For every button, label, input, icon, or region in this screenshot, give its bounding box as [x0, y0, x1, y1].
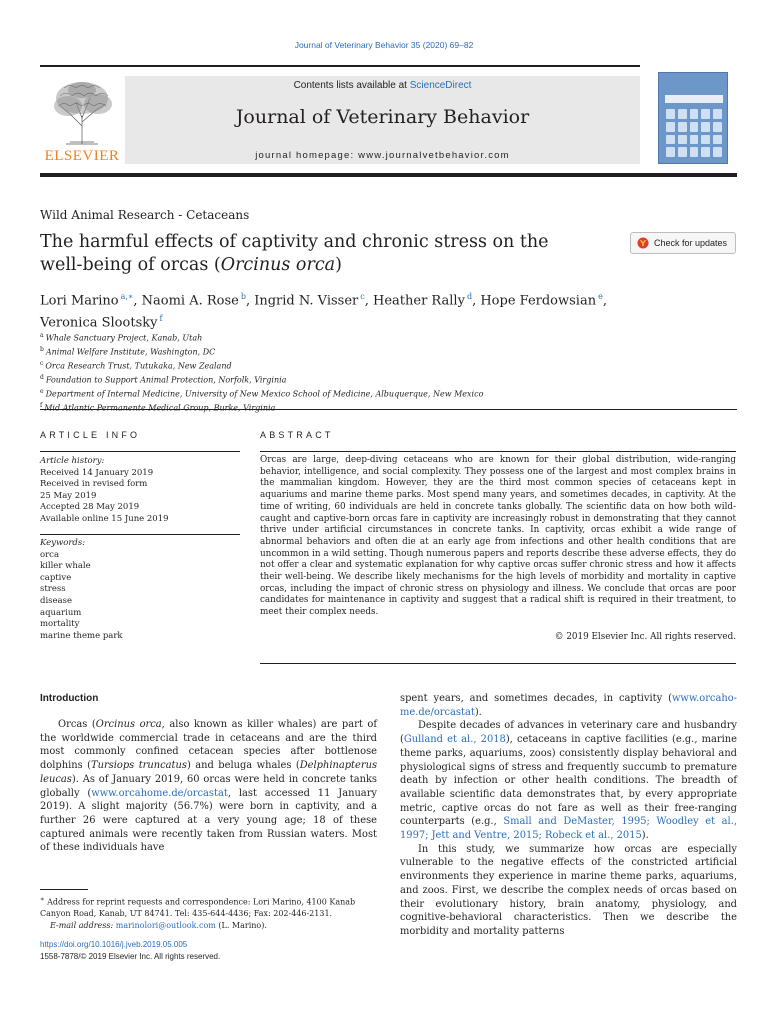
author-affiliation-marker[interactable]: d: [466, 292, 473, 301]
body-right-column: [400, 692, 737, 939]
issn-copyright: 1558-7878/© 2019 Elsevier Inc. All rights reserved.: [40, 952, 221, 961]
keyword-item: orca: [40, 549, 60, 560]
contents-prefix: Contents lists available at: [293, 80, 410, 91]
check-for-updates-label: Check for updates: [654, 238, 728, 248]
footnote-rule: [40, 889, 88, 890]
footnote-email: E-mail address: marinolori@outlook.com (L. Marino).: [50, 920, 267, 930]
abstract-copyright: © 2019 Elsevier Inc. All rights reserved.: [554, 632, 736, 642]
keyword-item: captive: [40, 572, 72, 583]
correspondence-footnote: [40, 894, 377, 931]
check-for-updates-button[interactable]: [630, 232, 736, 254]
journal-name: Journal of Veterinary Behavior: [235, 106, 530, 128]
history-entry: 25 May 2019: [40, 490, 97, 501]
history-entry: Received 14 January 2019: [40, 467, 154, 478]
title-line-2-post: ): [335, 255, 342, 275]
top-rule: [40, 65, 640, 67]
title-species-italic: Orcinus orca: [220, 255, 336, 275]
title-line-2-pre: well-being of orcas (: [40, 255, 221, 275]
author-affiliation-marker[interactable]: a,∗: [120, 292, 134, 301]
email-link[interactable]: marinolori@outlook.com: [115, 920, 216, 930]
sciencedirect-link[interactable]: ScienceDirect: [409, 80, 472, 91]
keywords-label: Keywords:: [40, 538, 86, 548]
doi-link[interactable]: https://doi.org/10.1016/j.jveb.2019.05.005: [40, 940, 188, 949]
author-name[interactable]: Veronica Slootsky: [40, 315, 158, 331]
author-separator: ,: [472, 293, 481, 309]
elsevier-wordmark: ELSEVIER: [44, 148, 120, 164]
gulland-citation-link[interactable]: Gulland et al., 2018: [403, 734, 506, 746]
introduction-heading: Introduction: [40, 693, 99, 704]
keywords-rule: [40, 534, 240, 535]
cover-title-band: [665, 95, 723, 103]
contents-availability: [125, 80, 640, 91]
author-list: [40, 288, 640, 333]
author-affiliation-marker[interactable]: e: [598, 292, 603, 301]
journal-citation-link[interactable]: Journal of Veterinary Behavior 35 (2020) 69–82: [294, 40, 474, 50]
right-paragraph-0: spent years, and sometimes decades, in captivity (www.orcaho-me.de/orcastat).: [400, 693, 737, 718]
author-name[interactable]: Heather Rally: [373, 293, 465, 309]
author-name[interactable]: Naomi A. Rose: [141, 293, 239, 309]
intro-paragraph-1: Orcas (Orcinus orca, also known as killer whales) are part of the worldwide commercial trade in cetaceans and are the third most commonly confined cetacean species after bottlenose dolphins (Tursiops truncatus) and beluga whales (Delphinapterus leucas). As of January 2019, 60 orcas were held in concrete tanks globally (www.orcahome.de/orcastat, last accessed 11 January 2019). A slight majority (56.7%) were born in captivity, and a further 26 were captured at a very young age; 18 of these captured animals were recently taken from Russian waters. Most of these individuals have: [40, 719, 378, 854]
author-name[interactable]: Lori Marino: [40, 293, 119, 309]
history-entry: Available online 15 June 2019: [40, 513, 169, 524]
author-affiliation-marker[interactable]: b: [240, 292, 246, 301]
orcastat-link-2[interactable]: www.orcaho-me.de/orcastat: [400, 693, 737, 718]
history-entry: Received in revised form: [40, 479, 148, 490]
affiliation-rule: [40, 409, 737, 410]
article-section: Wild Animal Research - Cetaceans: [40, 208, 250, 222]
footnote-address: ∗ Address for reprint requests and correspondence: Lori Marino, 4100 Kanab Canyon Road, Kanab, UT 84741. Tel: 435-644-4436; Fax: 202-446-2131.: [40, 895, 356, 919]
article-info-heading: ARTICLE INFO: [40, 430, 141, 440]
small-demaster-citation-link[interactable]: Small and DeMaster, 1995; Woodley et al., 1997; Jett and Ventre, 2015; Robeck et al., 2015: [400, 816, 737, 842]
keyword-item: disease: [40, 595, 73, 606]
header-rule: [40, 173, 737, 177]
author-affiliation-marker[interactable]: c: [360, 292, 365, 301]
article-title: [40, 231, 600, 277]
affiliation-item: $^e$ Department of Internal Medicine, University of New Mexico School of Medicine, Albuquerque, New Mexico: [40, 388, 484, 399]
journal-banner: [125, 76, 640, 164]
abstract-rule: [260, 451, 736, 452]
author-separator: ,: [364, 293, 374, 309]
author-name[interactable]: Hope Ferdowsian: [480, 293, 597, 309]
article-info-rule: [40, 451, 240, 452]
body-left-column: [40, 718, 377, 855]
title-line-1: The harmful effects of captivity and chronic stress on the: [40, 232, 549, 252]
author-separator: ,: [602, 293, 607, 309]
abstract-bottom-rule: [260, 663, 736, 664]
keywords-list: [40, 538, 240, 642]
keyword-item: aquarium: [40, 607, 82, 618]
check-for-updates-icon: [637, 237, 649, 249]
affiliation-item: $^b$ Animal Welfare Institute, Washington, DC: [40, 346, 216, 357]
author-affiliation-marker[interactable]: f: [159, 314, 163, 324]
abstract-text: Orcas are large, deep-diving cetaceans who are known for their global distribution, wide-ranging behavior, intelligence, and social complexity. They possess one of the largest and most complex brains in the mammalian kingdom. However, they are the third most common species of cetaceans kept in aquariums and marine theme parks. Most spend many years, and sometimes decades, in captivity. At the time of writing, 60 individuals are held in concrete tanks globally. The scientific data on how both wild-caught and captive-born orcas fare in captivity are increasingly robust in demonstrating that they cannot thrive under artificial circumstances in concrete tanks. In captivity, orcas exhibit a wide range of abnormal behaviors and often die at an early age from infections and other health conditions that are uncommon in a wild setting. Though numerous papers and reports describe these adverse effects, they do not offer a clear and systematic explanation for why captive orcas suffer chronic stress and how it affects their well-being. We describe likely mechanisms for the high levels of morbidity and mortality in captive orcas, including the impact of chronic stress on physiology and illness. We conclude that orcas are poor candidates for maintenance in captivity and suggest that a radical shift is required in their treatment, to meet their complex needs.: [260, 455, 736, 618]
keyword-item: mortality: [40, 619, 80, 630]
right-paragraph-2: In this study, we summarize how orcas are especially vulnerable to the negative effects of the constricted artificial environments they experience in marine theme parks, aquariums, and zoos. First, we describe the complex needs of orcas based on their evolutionary history, brain anatomy, physiology, and cognitive-behavioral characteristics. Then we describe the morbidity and mortality patterns: [400, 843, 737, 937]
article-history: [40, 456, 240, 526]
keyword-item: marine theme park: [40, 630, 123, 641]
journal-homepage: [125, 150, 640, 161]
abstract-heading: ABSTRACT: [260, 430, 334, 440]
homepage-prefix: journal homepage:: [255, 150, 359, 161]
right-paragraph-1: Despite decades of advances in veterinary care and husbandry (Gulland et al., 2018), cetaceans in captive facilities (e.g., marine theme parks, aquariums, zoos) consistently display behavioral and physiological signs of stress and frequently succumb to premature death by infection or other health conditions. The breadth of available scientific data demonstrates that, by every appropriate metric, captive orcas do not fare as well as their free-ranging counterparts (e.g., Small and DeMaster, 1995; Woodley et al., 1997; Jett and Ventre, 2015; Robeck et al., 2015).: [400, 720, 737, 842]
keyword-item: killer whale: [40, 561, 91, 572]
author-separator: ,: [245, 293, 255, 309]
history-label: Article history:: [40, 456, 105, 466]
author-separator: ,: [133, 293, 142, 309]
homepage-link[interactable]: www.journalvetbehavior.com: [358, 150, 510, 161]
orcastat-link[interactable]: www.orcahome.de/orcastat: [91, 787, 228, 799]
affiliation-item: f: [40, 402, 43, 410]
affiliation-item: $^a$ Whale Sanctuary Project, Kanab, Utah: [40, 332, 203, 343]
affiliation-item: $^c$ Orca Research Trust, Tutukaka, New Zealand: [40, 360, 232, 371]
history-entry: Accepted 28 May 2019: [40, 502, 140, 513]
journal-cover-thumbnail[interactable]: [658, 72, 728, 164]
keyword-item: stress: [40, 584, 66, 595]
affiliation-list: [40, 330, 700, 414]
affiliation-item: $^d$ Foundation to Support Animal Protection, Norfolk, Virginia: [40, 374, 287, 385]
author-name[interactable]: Ingrid N. Visser: [254, 293, 359, 309]
cover-image-grid: [666, 109, 722, 157]
